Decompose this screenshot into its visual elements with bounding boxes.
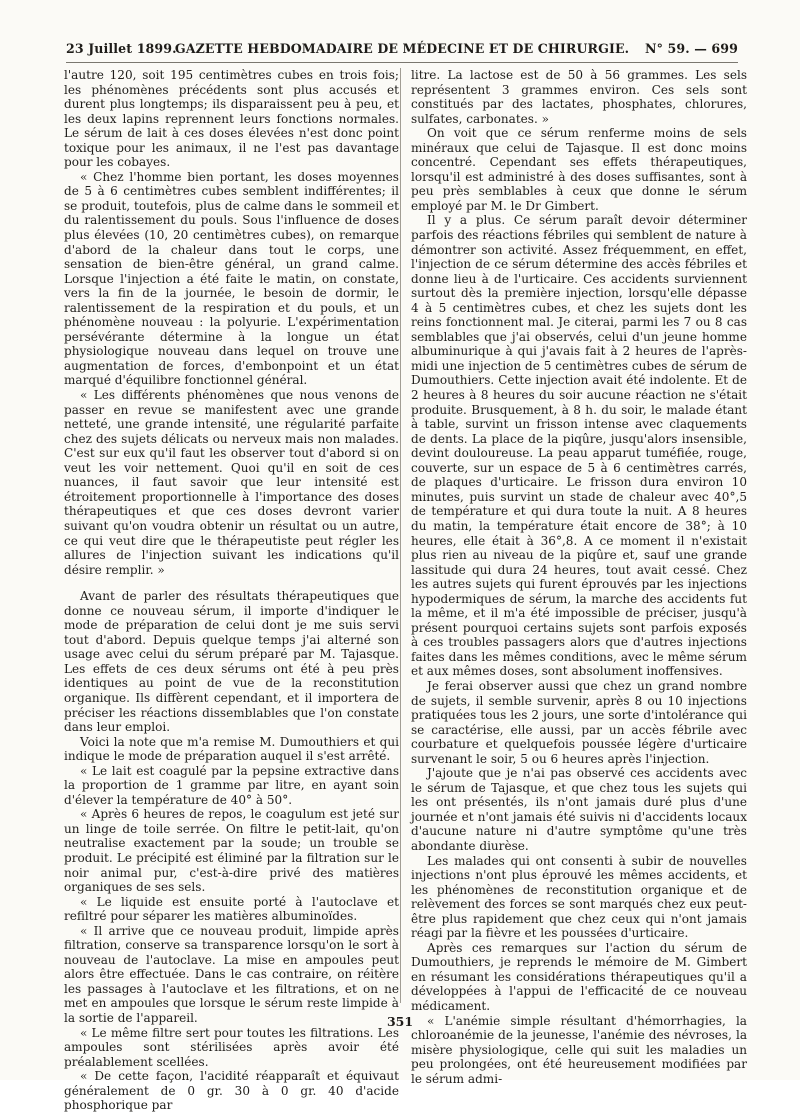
header-issue-page: N° 59. — 699 <box>645 41 738 56</box>
paragraph: Je ferai observer aussi que chez un grand nombre de sujets, il semble survenir, après 8 ou 10 injections pratiquées tous les 2 jours, une sorte d'intolérance qui se caractérise, elle aussi, par un accès fébrile avec courbature et quelquefois poussée légère d'urticaire survenant le soir, 5 ou 6 heures après l'injection. <box>411 678 747 766</box>
right-column <box>411 68 747 1086</box>
paragraph: J'ajoute que je n'ai pas observé ces accidents avec le sérum de Tajasque, et que chez tous les sujets qui les ont présentés, ils n'ont jamais duré plus d'une journée et n'ont jamais été suivis ni d'accidents locaux d'aucune nature ni d'autre symptôme qu'une très abondante diurèse. <box>411 766 747 853</box>
paragraph: Après ces remarques sur l'action du sérum de Dumouthiers, je reprends le mémoire de M. Gimbert en résumant les considérations thérapeutiques qu'il a développées à l'appui de l'efficacité de ce nouveau médicament. <box>411 940 747 1013</box>
header-journal-title: GAZETTE HEBDOMADAIRE DE MÉDECINE ET DE CHIRURGIE. <box>174 41 630 56</box>
paragraph: Les malades qui ont consenti à subir de nouvelles injections n'ont plus éprouvé les mêmes accidents, et les phénomènes de reconstitution organique et de relèvement des forces se sont marqués chez eux peut-être plus rapidement que chez ceux qui n'ont jamais réagi par la fièvre et les poussées d'urticaire. <box>411 853 747 941</box>
paragraph: Voici la note que m'a remise M. Dumouthiers et qui indique le mode de préparation auquel il s'est arrêté. <box>64 734 399 764</box>
paragraph: « Après 6 heures de repos, le coagulum est jeté sur un linge de toile serrée. On filtre le petit-lait, qu'on neutralise exactement par la soude; un trouble se produit. Le précipité est éliminé par la filtration sur le noir animal pur, c'est-à-dire privé des matières organiques de ses sels. <box>64 807 399 895</box>
header-rule <box>66 62 738 63</box>
paragraph: « Le liquide est ensuite porté à l'autoclave et refiltré pour séparer les matières albuminoïdes. <box>64 894 399 924</box>
paragraph: On voit que ce sérum renferme moins de sels minéraux que celui de Tajasque. Il est donc moins concentré. Cependant ses effets thérapeutiques, lorsqu'il est administré à des doses suffisantes, sont à peu près semblables à ceux que donne le sérum employé par M. le Dr Gimbert. <box>411 126 747 213</box>
header-date: 23 Juillet 1899. <box>66 41 177 56</box>
paragraph: « Chez l'homme bien portant, les doses moyennes de 5 à 6 centimètres cubes semblent indifférentes; il se produit, toutefois, plus de calme dans le sommeil et du ralentissement du pouls. Sous l'influence de doses plus élevées (10, 20 centimètres cubes), on remarque d'abord de la chaleur dans tout le corps, une sensation de bien-être général, un grand calme. Lorsque l'injection a été faite le matin, on constate, vers la fin de la journée, le besoin de dormir, le ralentissement de la respiration et du pouls, et un phénomène nouveau : la polyurie. L'expérimentation persévérante détermine à la longue un état physiologique nouveau dans lequel on trouve une augmentation de forces, d'embonpoint et un état marqué d'équilibre fonctionnel général. <box>64 169 399 388</box>
paragraph: « L'anémie simple résultant d'hémorrhagies, la chloroanémie de la jeunesse, l'anémie des névroses, la misère physiologique, celle qui suit les maladies un peu prolongées, ont été heureusement modifiées par le sérum admi- <box>411 1013 747 1086</box>
paragraph: Il y a plus. Ce sérum paraît devoir déterminer parfois des réactions fébriles qui semblent de nature à démontrer son activité. Assez fréquemment, en effet, l'injection de ce sérum détermine des accès fébriles et donne lieu à de l'urticaire. Ces accidents surviennent surtout dès la première injection, lorsqu'elle dépasse 4 à 5 centimètres cubes, et chez les sujets dont les reins fonctionnent mal. Je citerai, parmi les 7 ou 8 cas semblables que j'ai observés, celui d'un jeune homme albuminurique à qui j'avais fait à 2 heures de l'après-midi une injection de 5 centimètres cubes de sérum de Dumouthiers. Cette injection avait été indolente. Et de 2 heures à 8 heures du soir aucune réaction ne s'était produite. Brusquement, à 8 h. du soir, le malade étant à table, survint un frisson intense avec claquements de dents. La place de la piqûre, jusqu'alors insensible, devint douloureuse. La peau apparut tuméfiée, rouge, couverte, sur un espace de 5 à 6 centimètres carrés, de plaques d'urticaire. Le frisson dura environ 10 minutes, puis survint un stade de chaleur avec 40°,5 de température et qui dura toute la nuit. A 8 heures du matin, la température était encore de 38°; à 10 heures, elle était à 36°,8. A ce moment il n'existait plus rien au niveau de la piqûre et, sauf une grande lassitude qui dura 24 heures, tout avait cessé. Chez les autres sujets qui furent éprouvés par les injections hypodermiques de sérum, la marche des accidents fut la même, et il m'a été impossible de préciser, jusqu'à présent pourquoi certains sujets sont parfois exposés à ces troubles passagers alors que d'autres injections faites dans les mêmes conditions, avec le même sérum et aux mêmes doses, sont absolument inoffensives. <box>411 213 747 679</box>
column-divider <box>400 68 401 1003</box>
paragraph: « Le lait est coagulé par la pepsine extractive dans la proportion de 1 gramme par litre, en ayant soin d'élever la température de 40° à 50°. <box>64 763 399 807</box>
paragraph: litre. La lactose est de 50 à 56 grammes. Les sels représentent 3 grammes environ. Ces sels sont constitués par des lactates, phosphates, chlorures, sulfates, carbonates. » <box>411 68 747 126</box>
paragraph: « Les différents phénomènes que nous venons de passer en revue se manifestent avec une grande netteté, une grande intensité, une régularité parfaite chez des sujets délicats ou nerveux mais non malades. C'est sur eux qu'il faut les observer tout d'abord si on veut les voir nettement. Quoi qu'il en soit de ces nuances, il faut savoir que leur intensité est étroitement proportionnelle à l'importance des doses thérapeutiques et que ces doses devront varier suivant qu'on voudra obtenir un résultat ou un autre, ce qui veut dire que le thérapeutiste peut régler les allures de l'injection suivant les indications qu'il désire remplir. » <box>64 388 399 577</box>
paragraph: « De cette façon, l'acidité réapparaît et équivaut généralement de 0 gr. 30 à 0 gr. 40 d'acide phosphorique par <box>64 1069 399 1113</box>
paragraph: Avant de parler des résultats thérapeutiques que donne ce nouveau sérum, il importe d'indiquer le mode de préparation de celui dont je me suis servi tout d'abord. Depuis quelque temps j'ai alterné son usage avec celui du sérum préparé par M. Tajasque. Les effets de ces deux sérums ont été à peu près identiques au point de vue de la reconstitution organique. Ils diffèrent cependant, et il importera de préciser les réactions dissemblables que l'on constate dans leur emploi. <box>64 589 399 735</box>
left-column <box>64 68 399 1113</box>
page-number: 351 <box>386 1014 414 1029</box>
running-header <box>66 41 738 61</box>
paragraph: « Le même filtre sert pour toutes les filtrations. Les ampoules sont stérilisées après avoir été préalablement scellées. <box>64 1025 399 1069</box>
paragraph: « Il arrive que ce nouveau produit, limpide après filtration, conserve sa transparence lorsqu'on le sort à nouveau de l'autoclave. La mise en ampoules peut alors être effectuée. Dans le cas contraire, on réitère les passages à l'autoclave et les filtrations, et on ne met en ampoules que lorsque le sérum reste limpide à la sortie de l'appareil. <box>64 923 399 1025</box>
paragraph: l'autre 120, soit 195 centimètres cubes en trois fois; les phénomènes précédents sont plus accusés et durent plus longtemps; ils disparaissent peu à peu, et les deux lapins reprennent leurs fonctions normales. Le sérum de lait à ces doses élevées n'est donc point toxique pour les animaux, il ne l'est pas davantage pour les cobayes. <box>64 68 399 170</box>
